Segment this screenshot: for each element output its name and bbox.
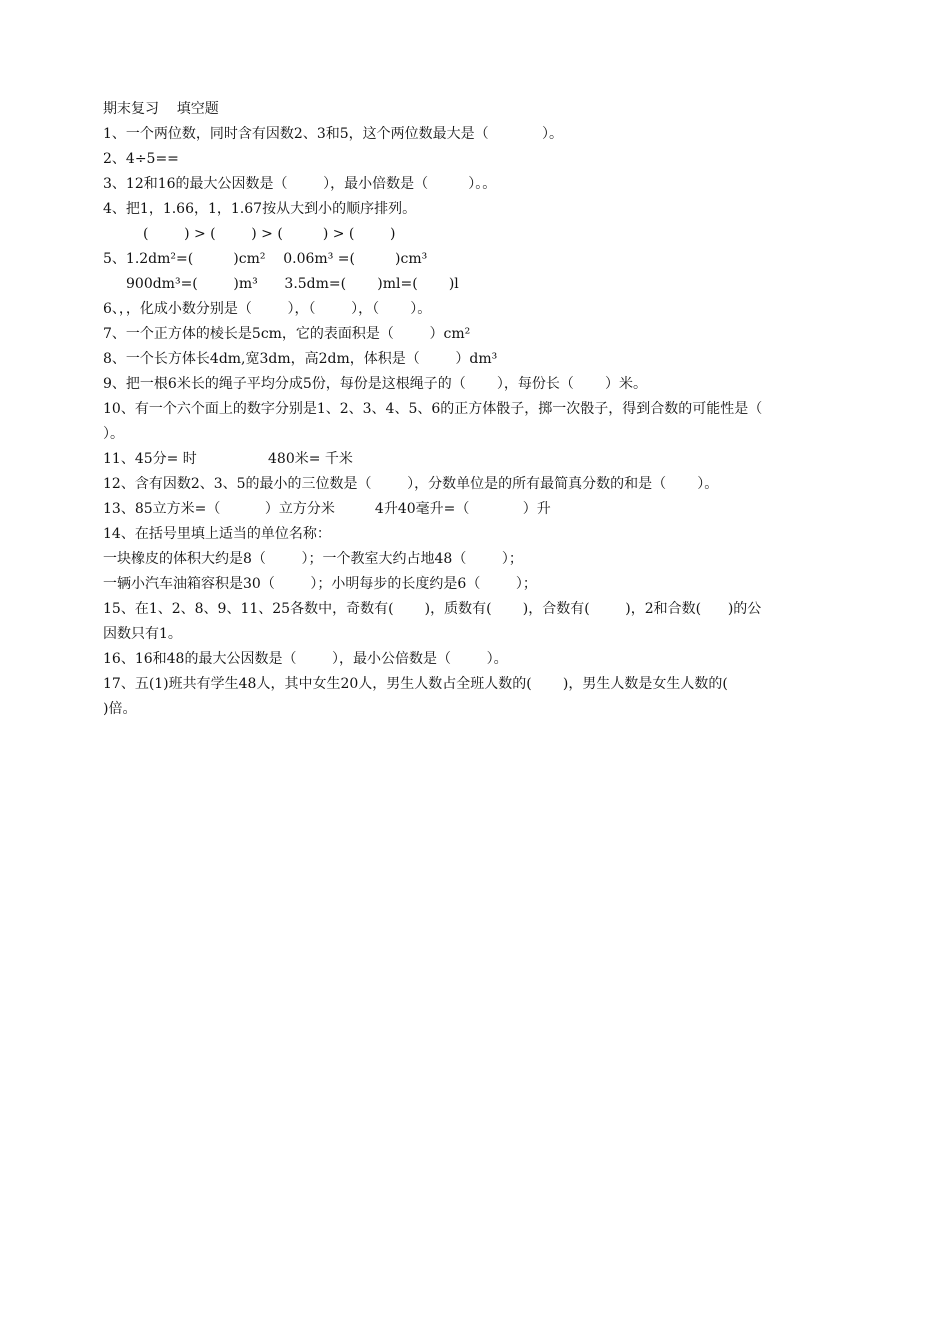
question-14: 14、在括号里填上适当的单位名称：	[103, 526, 331, 542]
question-16: 16、16和48的最大公因数是（ ），最小公倍数是（ ）。	[103, 651, 508, 667]
question-11: 11、45分= 时 480米= 千米	[103, 451, 353, 467]
question-14-part-2: 一辆小汽车油箱容积是30（ ）；小明每步的长度约是6（ ）；	[103, 576, 537, 592]
question-15-line-1: 15、在1、2、8、9、11、25各数中，奇数有( )，质数有( )，合数有( )，2和合数( )的公	[103, 601, 762, 617]
question-9: 9、把一根6米长的绳子平均分成5份，每份是这根绳子的（ ），每份长（ ）米。	[103, 376, 648, 392]
question-1: 1、一个两位数，同时含有因数2、3和5，这个两位数最大是（ ）。	[103, 126, 564, 142]
question-6: 6、，，化成小数分别是（ ），（ ），（ ）。	[103, 301, 432, 317]
question-17-line-1: 17、五(1)班共有学生48人，其中女生20人，男生人数占全班人数的( )，男生人数是女生人数的(	[103, 676, 728, 692]
question-4: 4、把1，1.66，1，1.67按从大到小的顺序排列。	[103, 201, 417, 217]
question-5-line-1: 5、1.2dm²=( )cm² 0.06m³ =( )cm³	[103, 251, 428, 267]
question-15-line-2: 因数只有1。	[103, 626, 182, 642]
question-17-line-2: )倍。	[103, 701, 137, 717]
question-14-part-1: 一块橡皮的体积大约是8（ ）；一个教室大约占地48（ ）；	[103, 551, 523, 567]
question-2: 2、4÷5==	[103, 151, 179, 167]
question-3: 3、12和16的最大公因数是（ ），最小倍数是（ ）。。	[103, 176, 497, 192]
question-7: 7、一个正方体的棱长是5cm，它的表面积是（ ）cm²	[103, 326, 471, 342]
question-5-line-2: 900dm³=( )m³ 3.5dm=( )ml=( )l	[126, 276, 459, 292]
question-10-line-2: ）。	[103, 426, 124, 442]
question-13: 13、85立方米=（ ）立方分米 4升40毫升=（ ）升	[103, 501, 551, 517]
question-12: 12、含有因数2、3、5的最小的三位数是（ ），分数单位是的所有最简真分数的和是（ ）。	[103, 476, 719, 492]
question-10-line-1: 10、有一个六个面上的数字分别是1、2、3、4、5、6的正方体骰子，掷一次骰子，得到合数的可能性是（	[103, 401, 763, 417]
question-8: 8、一个长方体长4dm,宽3dm，高2dm，体积是（ ）dm³	[103, 351, 498, 367]
question-4-blanks: ( ) > ( ) > ( ) > ( )	[143, 226, 396, 242]
worksheet-title: 期末复习 填空题	[103, 101, 219, 117]
